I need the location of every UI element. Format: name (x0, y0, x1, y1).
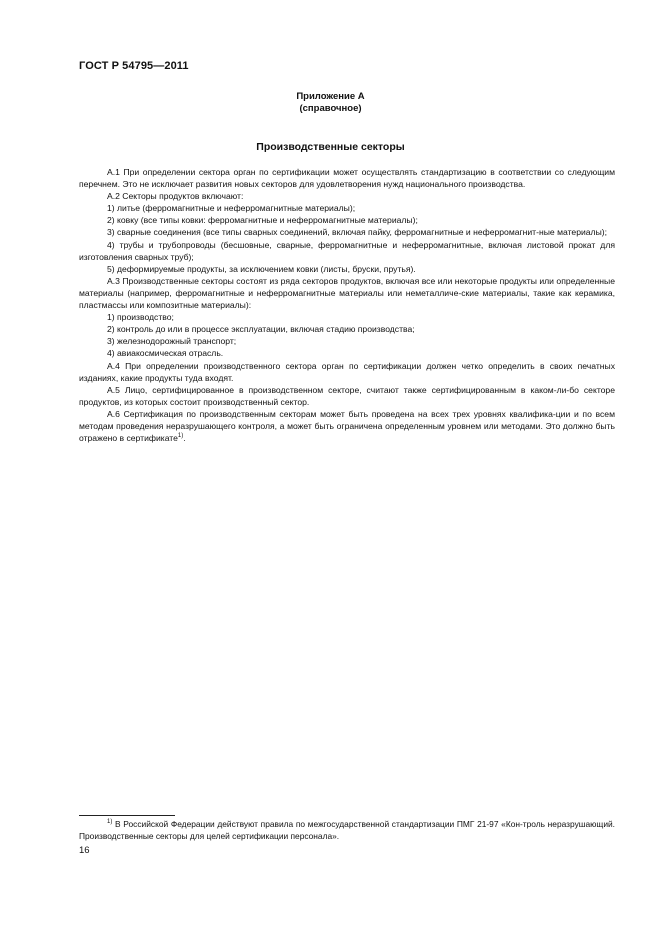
list-item: 3) сварные соединения (все типы сварных соединений, включая пайку, ферромагнитные и неферромагнит-ные материалы); (107, 227, 607, 238)
list-item: 1) литье (ферромагнитные и неферромагнитные материалы); (107, 203, 356, 214)
paragraph-a2: А.2 Секторы продуктов включают: (107, 191, 244, 202)
paragraph-a3: А.3 Производственные секторы состоят из ряда секторов продуктов, включая все или некоторые продукты или определенные материалы (например, ферромагнитные и неферромагнитные материалы или неметалличе-ские материалы, такие как керамика, пластмассы или композитные материалы): (79, 275, 615, 311)
page-number: 16 (79, 845, 90, 856)
list-item: 2) контроль до или в процессе эксплуатации, включая стадию производства; (107, 324, 415, 335)
list-item: 1) производство; (107, 312, 174, 323)
paragraph-a6-text: А.6 Сертификация по производственным секторам может быть проведена на всех трех уровнях квалифика-ции и по всем методам проведения неразрушающего контроля, а может быть ограничена определенным уровнем или методами. Это должно быть отражено в сертификате (79, 408, 615, 444)
appendix-title: Приложение А (296, 91, 365, 102)
list-item: 5) деформируемые продукты, за исключением ковки (листы, бруски, прутья). (107, 263, 416, 274)
list-item: 3) железнодорожный транспорт; (107, 336, 237, 347)
footnote-marker: 1) (107, 819, 113, 826)
paragraph-a4: А.4 При определении производственного сектора орган по сертификации должен четко определить в своих печатных изданиях, какие продукты туда входят. (79, 360, 615, 383)
footnote (79, 818, 615, 842)
document-code: ГОСТ Р 54795—2011 (79, 60, 189, 72)
footnote-reference: 1) (177, 433, 184, 440)
appendix-type: (справочное) (299, 103, 362, 114)
paragraph-a5: А.5 Лицо, сертифицированное в производственном секторе, считают также сертифицированным в каком-ли-бо секторе продуктов, из которых состоит производственный сектор. (79, 384, 615, 407)
paragraph-a6-tail: . (183, 433, 186, 444)
paragraph-a1: А.1 При определении сектора орган по сертификации может осуществлять стандартизацию в соответствии со следующим перечнем. Это не исключает развития новых секторов для удовлетворения нужд национального производства. (79, 167, 615, 190)
paragraph-a6 (79, 408, 615, 444)
footnote-divider (79, 815, 175, 816)
body-text (79, 166, 615, 444)
list-item: 4) трубы и трубопроводы (бесшовные, сварные, ферромагнитные и неферромагнитные, включая листовой прокат для изготовления сварных труб); (79, 239, 615, 262)
list-item: 4) авиакосмическая отрасль. (107, 348, 224, 359)
list-item: 2) ковку (все типы ковки: ферромагнитные и неферромагнитные материалы); (107, 215, 418, 226)
section-title: Производственные секторы (256, 141, 405, 153)
footnote-text: В Российской Федерации действуют правила по межгосударственной стандартизации ПМГ 21-97 «Кон-троль неразрушающий. Производственные секторы для целей сертификации персонала». (79, 819, 615, 841)
